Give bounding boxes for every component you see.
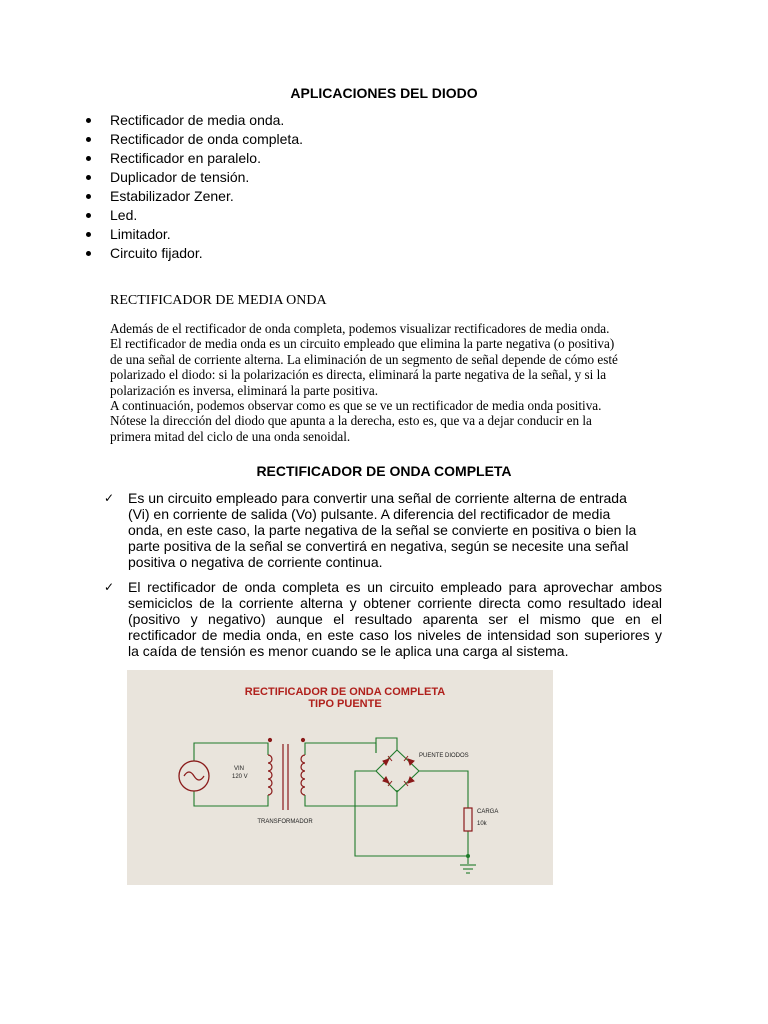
half-wave-heading: RECTIFICADOR DE MEDIA ONDA [110,293,327,308]
list-item: Circuito fijador. [84,244,303,263]
load-label: CARGA [477,809,499,815]
paragraph-line: de una señal de corriente alterna. La eliminación de un segmento de señal depende de cómo esté [110,351,618,367]
paragraph-line: polarización es inversa, eliminará la parte positiva. [110,382,379,398]
junction-dot [466,854,470,858]
bridge-rectifier-diagram [127,670,553,885]
list-item: Rectificador de onda completa. [84,130,303,149]
text-line: la caída de tensión es menor cuando se le aplica una carga al sistema. [128,643,569,659]
page-title: APLICACIONES DEL DIODO [290,85,478,101]
bullet-icon [86,213,91,218]
diode-bridge-icon [376,750,419,792]
wire [305,790,397,806]
text-line: positiva o negativa de corriente continua. [128,554,383,570]
list-item: Estabilizador Zener. [84,187,303,206]
applications-list [84,111,303,263]
list-item: Led. [84,206,303,225]
wire [419,771,468,808]
bullet-icon [86,137,91,142]
half-wave-paragraph [110,321,670,444]
paragraph-line: Nótese la dirección del diodo que apunta a la derecha, esto es, que va a dejar conducir en la [110,413,592,429]
wire [355,771,468,856]
wire [194,791,268,806]
wire [305,743,376,755]
wire [376,738,397,753]
list-item: Rectificador en paralelo. [84,149,303,168]
diagram-title-line2: TIPO PUENTE [308,698,382,710]
diode-icon [383,756,414,786]
transformer-label: TRANSFORMADOR [257,819,313,825]
paragraph-line: Además de el rectificador de onda completa, podemos visualizar rectificadores de media onda. [110,321,610,336]
circuit-svg [127,670,553,885]
resistor-icon [464,808,472,831]
text-line: semiciclos de la corriente alterna y obtener corriente directa como resultado ideal [128,595,662,611]
bullet-icon [86,118,91,123]
bullet-icon [86,251,91,256]
list-item: Rectificador de media onda. [84,111,303,130]
check-item-text [128,490,662,570]
diagram-title-line1: RECTIFICADOR DE ONDA COMPLETA [244,686,446,698]
text-line: El rectificador de onda completa es un circuito empleado para aprovechar ambos [128,579,662,595]
paragraph-line: A continuación, podemos observar como es que se ve un rectificador de media onda positiva. [110,398,602,414]
text-line: (Vi) en corriente de salida (Vo) pulsante. A diferencia del rectificador de media [128,506,611,522]
text-line: onda, en este caso, la parte negativa de la señal se convierte en positiva o bien la [128,522,637,538]
bullet-icon [86,175,91,180]
bullet-icon [86,194,91,199]
load-value: 10k [477,821,487,827]
text-line: Es un circuito empleado para convertir una señal de corriente alterna de entrada [128,490,627,506]
checkmark-icon: ✓ [104,491,115,505]
ground-icon [460,865,476,873]
text-line: rectificador de media onda, en este caso los niveles de intensidad son superiores y [128,627,662,643]
vin-label: VIN [234,766,245,772]
paragraph-line: polarizado el diodo: si la polarización es directa, eliminará la parte negativa de la señal, y si la [110,367,607,383]
text-line: parte positiva de la señal se convertirá en negativa, según se necesite una señal [128,538,629,554]
text-line: (positivo y negativo) aunque el resultado aparenta ser el mismo que en el [128,611,662,627]
paragraph-line: primera mitad del ciclo de una onda senoidal. [110,428,351,444]
ac-source-icon [179,761,209,791]
bridge-label: PUENTE DIODOS [419,753,469,759]
list-item: Duplicador de tensión. [84,168,303,187]
bullet-icon [86,156,91,161]
paragraph-line: El rectificador de media onda es un circuito empleado que elimina la parte negativa (o positiva) [110,336,615,352]
wire [194,743,268,761]
checkmark-icon: ✓ [104,580,115,594]
check-item-text [128,579,662,659]
transformer-icon [268,739,305,811]
list-item: Limitador. [84,225,303,244]
bullet-icon [86,232,91,237]
full-wave-heading: RECTIFICADOR DE ONDA COMPLETA [256,463,512,479]
vin-value: 120 V [232,774,248,780]
